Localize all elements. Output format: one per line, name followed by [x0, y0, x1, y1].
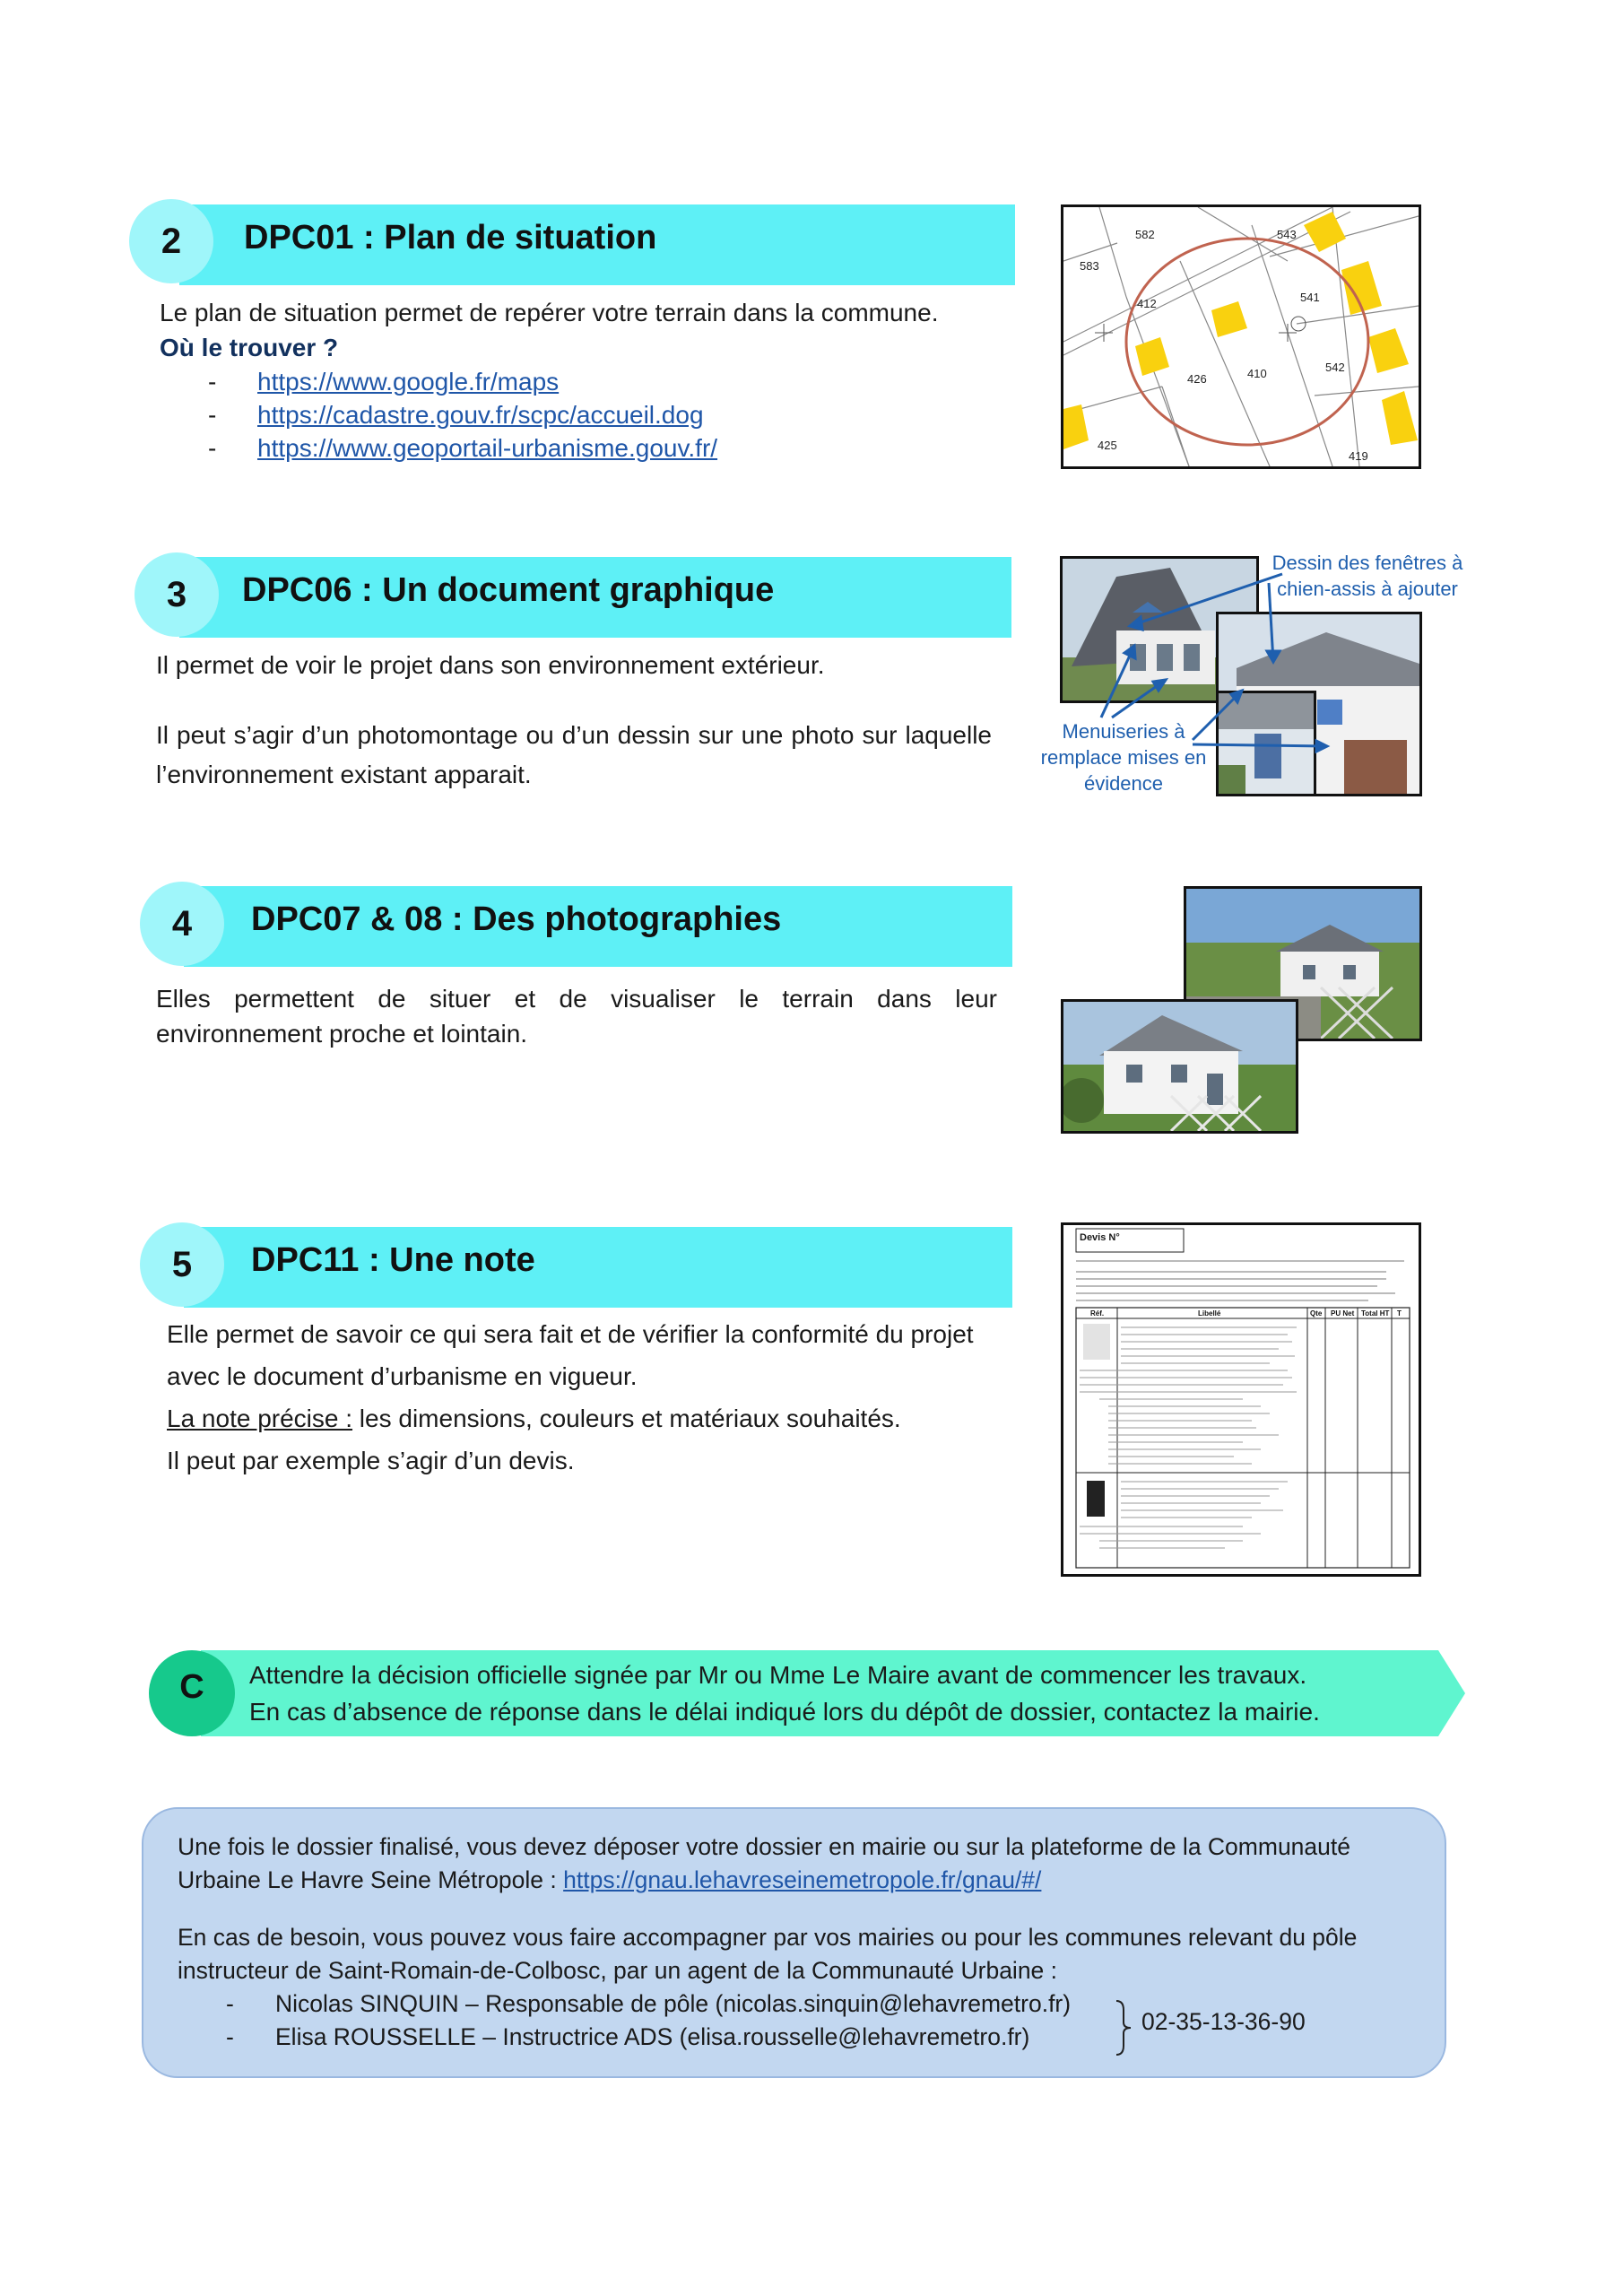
- cadastre-link[interactable]: https://cadastre.gouv.fr/scpc/accueil.dog: [257, 401, 704, 429]
- phone-number: 02-35-13-36-90: [1141, 2008, 1306, 2035]
- parcel-label: 541: [1300, 291, 1320, 304]
- note-text: les dimensions, couleurs et matériaux souhaités.: [352, 1405, 901, 1432]
- devis-header: Total HT: [1361, 1309, 1390, 1318]
- brace-icon: [1115, 1999, 1133, 2057]
- section-4-paragraph: Elles permettent de situer et de visualiser le terrain dans leur environnement proche et lointain.: [156, 985, 997, 1048]
- callout-line-1: Attendre la décision officielle signée par Mr ou Mme Le Maire avant de commencer les travaux.: [249, 1661, 1307, 1689]
- devis-header: PU Net: [1331, 1309, 1355, 1318]
- parcel-label: 410: [1247, 367, 1267, 380]
- section-4-title: DPC07 & 08 : Des photographies: [251, 900, 782, 938]
- section-5-title: DPC11 : Une note: [251, 1241, 535, 1279]
- note-label: La note précise :: [167, 1405, 353, 1432]
- section-2-number: 2: [129, 199, 213, 283]
- parcel-label: 412: [1137, 297, 1157, 310]
- section-5-number: 5: [140, 1222, 224, 1307]
- info-paragraph-2: En cas de besoin, vous pouvez vous faire accompagner par vos mairies ou pour les communes relevant du pôle instructeur de Saint-Romain-de-Colbosc, par un agent de la Communauté Urbaine :: [178, 1924, 1358, 1984]
- devis-lines: [1063, 1225, 1419, 1574]
- section-3-title: DPC06 : Un document graphique: [242, 571, 775, 609]
- section-2-links: [208, 365, 925, 465]
- google-maps-link[interactable]: https://www.google.fr/maps: [257, 368, 560, 396]
- situation-map-image: [1061, 204, 1421, 469]
- callout-text: [249, 1657, 1469, 1730]
- section-2-intro: Le plan de situation permet de repérer votre terrain dans la commune.: [160, 299, 939, 326]
- annotation-bottom: Menuiseries à remplace mises en évidence: [1040, 720, 1207, 795]
- section-5-paragraph-1: Elle permet de savoir ce qui sera fait et de vérifier la conformité du projet avec le document d’urbanisme en vigueur.: [167, 1320, 974, 1390]
- link-item: - https://www.google.fr/maps: [208, 368, 560, 396]
- info-text: Une fois le dossier finalisé, vous devez déposer votre dossier en mairie ou sur la plateforme de la Communauté Urbaine Le Havre Seine Métropole :: [178, 1833, 1350, 1893]
- devis-header: Libellé: [1198, 1309, 1221, 1318]
- callout-line-2: En cas d’absence de réponse dans le délai indiqué lors du dépôt de dossier, contactez la mairie.: [249, 1698, 1320, 1726]
- section-5-paragraph-2: [167, 1397, 1010, 1439]
- devis-header: Qte: [1310, 1309, 1323, 1318]
- link-item: - https://www.geoportail-urbanisme.gouv.fr/: [208, 434, 718, 462]
- info-paragraph-1: [178, 1831, 1415, 1897]
- parcel-label: 583: [1080, 259, 1099, 273]
- parcel-label: 419: [1349, 449, 1368, 463]
- section-5-paragraph-3: Il peut par exemple s’agir d’un devis.: [167, 1447, 575, 1474]
- section-3-number: 3: [135, 552, 219, 637]
- section-3-paragraph-2: Il peut s’agir d’un photomontage ou d’un dessin sur une photo sur laquelle l’environnement existant apparait.: [156, 721, 992, 788]
- callout-letter: C: [179, 1668, 204, 1706]
- devis-header: Réf.: [1090, 1309, 1105, 1318]
- info-box: [142, 1807, 1446, 2078]
- parcel-label: 426: [1187, 372, 1207, 386]
- annotation-top: Dessin des fenêtres à chien-assis à ajouter: [1271, 552, 1463, 600]
- info-contacts: [226, 1987, 1176, 2054]
- devis-document-image: [1061, 1222, 1421, 1577]
- contact-item: - Nicolas SINQUIN – Responsable de pôle (nicolas.sinquin@lehavremetro.fr): [226, 1990, 1072, 2017]
- photo-near: [1061, 999, 1298, 1134]
- gnau-link[interactable]: https://gnau.lehavreseinemetropole.fr/gnau/#/: [563, 1866, 1042, 1893]
- contact-item: - Elisa ROUSSELLE – Instructrice ADS (elisa.rousselle@lehavremetro.fr): [226, 2023, 1030, 2050]
- devis-header: T: [1397, 1309, 1402, 1318]
- parcel-label: 582: [1135, 228, 1155, 241]
- cadastre-map: [1063, 207, 1419, 466]
- parcel-label: 542: [1325, 361, 1345, 374]
- section-2-title: DPC01 : Plan de situation: [244, 219, 657, 257]
- section-3-paragraph-1: Il permet de voir le projet dans son environnement extérieur.: [156, 651, 825, 679]
- section-4-number: 4: [140, 882, 224, 966]
- parcel-label: 425: [1098, 439, 1117, 452]
- link-item: - https://cadastre.gouv.fr/scpc/accueil.dog: [208, 401, 704, 429]
- parcel-label: 543: [1277, 228, 1297, 241]
- devis-title: Devis N°: [1080, 1232, 1120, 1243]
- geoportail-link[interactable]: https://www.geoportail-urbanisme.gouv.fr/: [257, 434, 718, 462]
- section-2-subheading: Où le trouver ?: [160, 334, 339, 361]
